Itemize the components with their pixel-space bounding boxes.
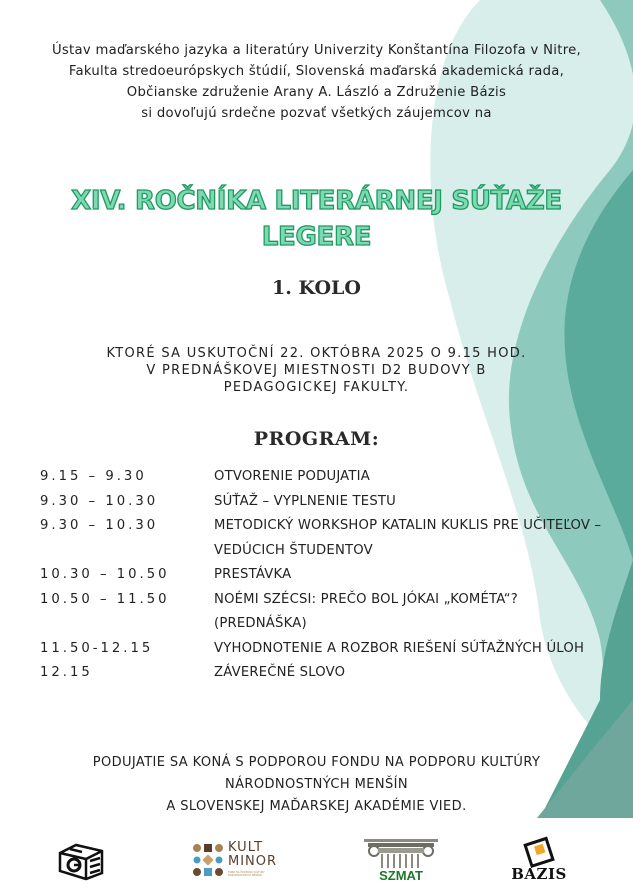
ige-logo-icon [56, 841, 106, 881]
schedule-row [40, 563, 620, 588]
schedule-time [40, 539, 214, 564]
schedule-row [40, 465, 620, 490]
bazis-text: BAZIS [511, 865, 567, 883]
kultminor-logo [190, 839, 290, 883]
schedule-time: 9.30 – 10.30 [40, 493, 159, 509]
intro-line: si dovoľujú srdečne pozvať všetkých záujemcov na [141, 106, 492, 121]
intro-line: Občianske združenie Arany A. László a Združenie Bázis [126, 85, 507, 100]
title-line-2: LEGERE [261, 222, 372, 252]
schedule-row [40, 637, 620, 662]
intro-line: Fakulta stredoeurópskych štúdií, Slovenská maďarská akademická rada, [68, 64, 565, 79]
support-line: NÁRODNOSTNÝCH MENŠÍN [225, 777, 408, 792]
schedule-row [40, 514, 620, 539]
schedule-activity: SÚŤAŽ – VYPLNENIE TESTU [214, 493, 397, 509]
support-statement [0, 752, 633, 818]
szmat-text: SZMAT [379, 868, 423, 883]
competition-title [0, 183, 633, 255]
schedule-time: 10.30 – 10.50 [40, 567, 170, 582]
program-schedule [40, 465, 620, 686]
event-info-line: PEDAGOGICKEJ FAKULTY. [223, 380, 410, 395]
event-info [0, 345, 633, 396]
support-line: PODUJATIE SA KONÁ S PODPOROU FONDU NA PODPORU KULTÚRY [92, 755, 541, 770]
event-info-line: KTORÉ SA USKUTOČNÍ 22. OKTÓBRA 2025 O 9.15 HOD. [106, 346, 527, 361]
intro-text [0, 40, 633, 124]
title-line-1: XIV. ROČNÍKA LITERÁRNEJ SÚŤAŽE [71, 186, 562, 216]
schedule-time: 9.30 – 10.30 [40, 518, 159, 533]
schedule-row [40, 490, 620, 515]
schedule-time: 12.15 [40, 665, 93, 680]
schedule-time: 10.50 – 11.50 [40, 591, 170, 607]
ionic-column-icon [362, 839, 440, 869]
schedule-activity: NOÉMI SZÉCSI: PREČO BOL JÓKAI „KOMÉTA“? [214, 591, 518, 607]
schedule-row [40, 661, 620, 686]
kultminor-text-1: KULT [228, 840, 264, 855]
schedule-row [40, 612, 620, 637]
schedule-activity: VEDÚCICH ŠTUDENTOV [214, 542, 373, 558]
kultminor-subtext: FOND NA PODPORU KULTÚRY NÁRODNOSTNÝCH MENŠÍN [228, 871, 265, 877]
schedule-activity: ZÁVEREČNÉ SLOVO [214, 665, 346, 680]
event-info-line: V PREDNÁŠKOVEJ MIESTNOSTI D2 BUDOVY B [146, 363, 487, 378]
support-line: A SLOVENSKEJ MAĎARSKEJ AKADÉMIE VIED. [166, 799, 467, 814]
schedule-time [40, 612, 214, 637]
schedule-activity: OTVORENIE PODUJATIA [214, 469, 370, 484]
schedule-activity: (PREDNÁŠKA) [214, 616, 307, 631]
kultminor-pattern-icon [192, 843, 224, 877]
szmat-logo [362, 839, 440, 885]
bazis-square-icon [508, 835, 570, 869]
program-heading: PROGRAM: [253, 428, 380, 450]
schedule-activity: PRESTÁVKA [214, 567, 292, 582]
round-label: 1. KOLO [272, 277, 361, 299]
schedule-activity: VYHODNOTENIE A ROZBOR RIEŠENÍ SÚŤAŽNÝCH ÚLOH [214, 640, 585, 656]
schedule-time: 11.50-12.15 [40, 640, 154, 656]
kultminor-text-2: MINOR [228, 854, 278, 869]
schedule-row [40, 539, 620, 564]
schedule-time: 9.15 – 9.30 [40, 469, 147, 484]
schedule-row [40, 588, 620, 613]
sponsor-logos [0, 835, 633, 890]
schedule-activity: METODICKÝ WORKSHOP KATALIN KUKLIS PRE UČITEĽOV – [214, 518, 602, 533]
bazis-logo [508, 835, 570, 887]
intro-line: Ústav maďarského jazyka a literatúry Univerzity Konštantína Filozofa v Nitre, [51, 43, 582, 58]
